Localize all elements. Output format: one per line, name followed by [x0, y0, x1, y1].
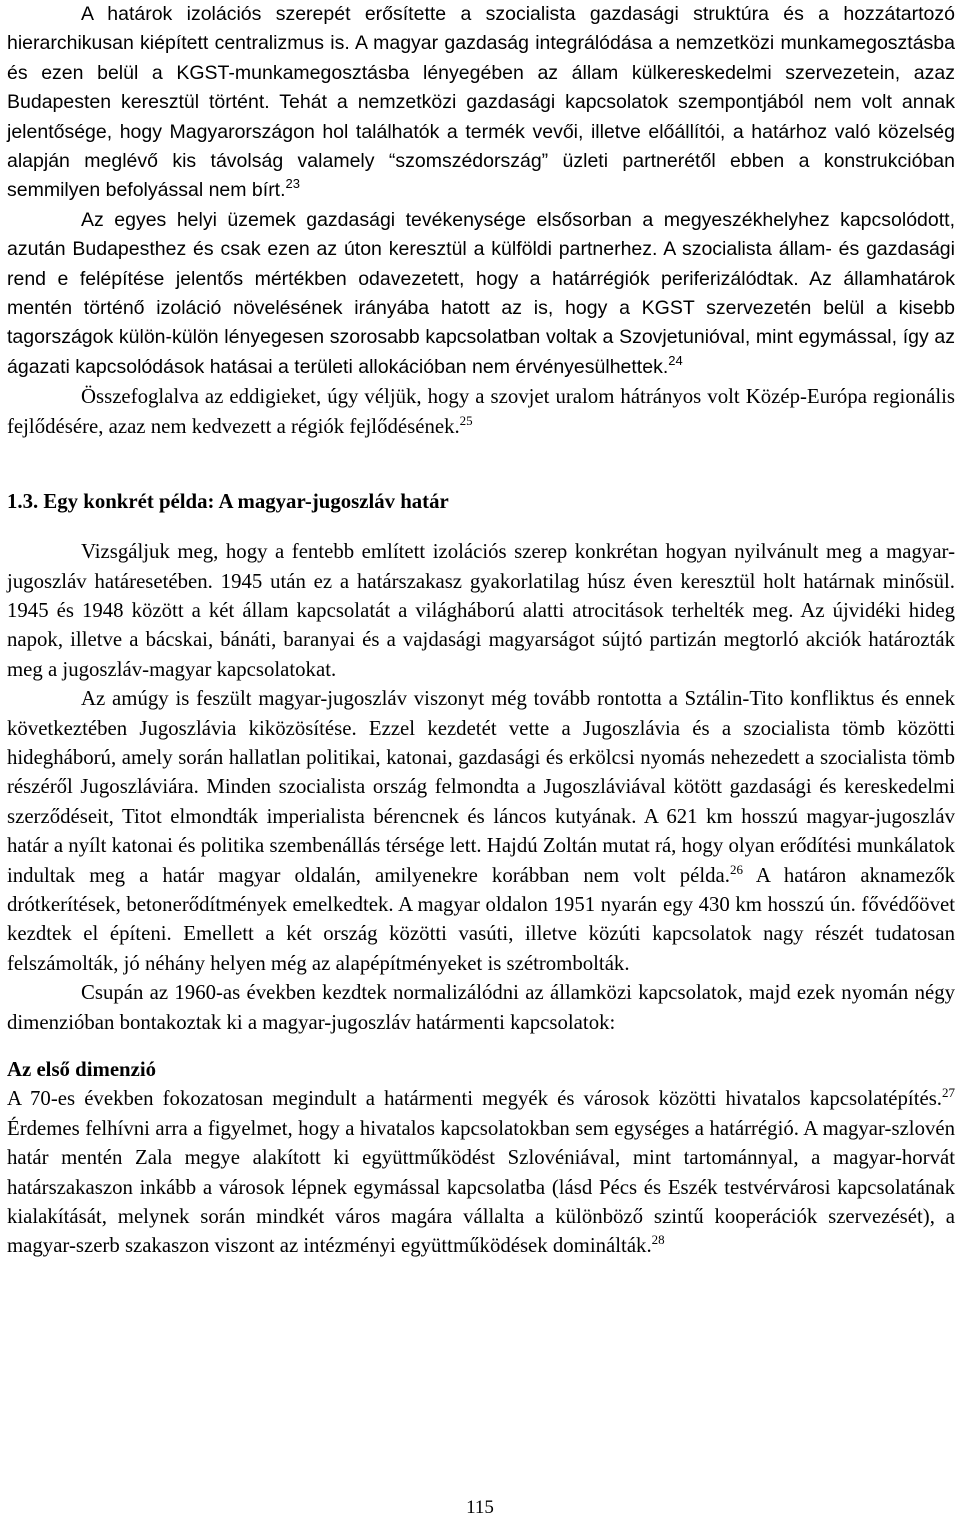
- subheading-elso-dimenzio: Az első dimenzió: [7, 1058, 157, 1081]
- paragraph-vizsgaljuk: [7, 537, 955, 684]
- footnote-ref-23[interactable]: 23: [285, 176, 300, 192]
- paragraph-izolacio: [7, 0, 955, 206]
- section-heading: 1.3. Egy konkrét példa: A magyar-jugoszláv határ: [7, 490, 449, 514]
- paragraph-text: Csupán az 1960-as években kezdtek normalizálódni az államközi kapcsolatok, majd ezek nyomán négy dimenzióban bontakoztak ki a magyar-jugoszláv határmenti kapcsolatok:: [7, 981, 955, 1034]
- paragraph-helyi-uzemek: [7, 206, 955, 382]
- footnote-ref-27[interactable]: 27: [942, 1085, 955, 1101]
- footnote-ref-25[interactable]: 25: [459, 412, 473, 428]
- paragraph-text: Az egyes helyi üzemek gazdasági tevékenysége elsősorban a megyeszékhelyhez kapcsolódott, azután Budapesthez és csak ezen az úton keresztül a külföldi partnerhez. A szocialista állam- és gazdasági rend e felépítése jelentős mértékben odavezetett, hogy a határrégiók periferizálódtak. Az államhatárok mentén történő izoláció növelésének irányába hatott az is, hogy a KGST szervezetén belül a kisebb tagországok külön-külön lényegesen szorosabb kapcsolatban voltak a Szovjetunióval, mint egymással, így az ágazati kapcsolódások hatásai a területi allokációban nem érvényesülhettek.: [7, 208, 955, 378]
- footnote-ref-26[interactable]: 26: [729, 861, 743, 877]
- paragraph-elso-dimenzio: [7, 1084, 955, 1260]
- paragraph-text: Összefoglalva az eddigieket, úgy véljük, hogy a szovjet uralom hátrányos volt Közép-Európa regionális fejlődésére, azaz nem kedvezett a régiók fejlődésének.: [7, 385, 955, 438]
- paragraph-text: Az amúgy is feszült magyar-jugoszláv viszonyt még tovább rontotta a Sztálin-Tito konfliktus és ennek következtében Jugoszlávia kiközösítése. Ezzel kezdetét vette a Jugoszlávia és a szocialista tömb közötti hidegháború, amely során hallatlan politikai, katonai, gazdasági és erkölcsi nyomás nehezedett a szocialista tömb részéről Jugoszláviára. Minden szocialista ország felmondta a Jugoszláviával kötött gazdasági és kereskedelmi szerződéseit, Titot elmondták imperialista bérencnek és láncos kutyának. A 621 km hosszú magyar-jugoszláv határ a nyílt katonai és politika szembenállás térsége lett. Hajdú Zoltán mutat rá, hogy olyan erődítési munkálatok indultak meg a határ magyar oldalán, amilyenekre korábban nem volt példa.: [7, 687, 955, 887]
- paragraph-amugy: [7, 684, 955, 978]
- paragraph-text: Érdemes felhívni arra a figyelmet, hogy a hivatalos kapcsolatokban sem egységes a határrégió. A magyar-szlovén határ mentén Zala megye alakított ki együttműködést Szlovéniával, mint tartománnyal, a magyar-horvát határszakaszon inkább a városok lépnek egymással kapcsolatba (lásd Pécs és Eszék testvérvárosi kapcsolatának kialakítását, melynek során mindkét város magára vállalta a különböző szintű kooperációk szervezését), a magyar-szerb szakaszon viszont az intézményi együttműködések dominálták.: [7, 1116, 955, 1258]
- paragraph-text: Vizsgáljuk meg, hogy a fentebb említett izolációs szerep konkrétan hogyan nyilvánult meg a magyar-jugoszláv határesetében. 1945 után ez a határszakasz gyakorlatilag húsz éven keresztül holt határnak minősül. 1945 és 1948 között a két állam kapcsolatát a világháború alatti atrocitások terhelték meg. Az újvidéki hideg napok, illetve a bácskai, bánáti, baranyai és a vajdasági magyarságot sújtó partizán megtorló akciók határozták meg a jugoszláv-magyar kapcsolatokat.: [7, 540, 955, 681]
- footnote-ref-28[interactable]: 28: [651, 1232, 665, 1248]
- paragraph-text: A 70-es években fokozatosan megindult a határmenti megyék és városok közötti hivatalos kapcsolatépítés.: [7, 1087, 942, 1111]
- paragraph-text: A határok izolációs szerepét erősítette a szocialista gazdasági struktúra és a hozzátartozó hierarchikusan kiépített centralizmus is. A magyar gazdaság integrálódása a nemzetközi munkamegosztásba és ezen belül a KGST-munkamegosztásba lényegében az állam külkereskedelmi szervezetein, azaz Budapesten keresztül történt. Tehát a nemzetközi gazdasági kapcsolatok szempontjából nem volt annak jelentősége, hogy Magyarországon hol találhatók a termék vevői, illetve előállítói, a határhoz való közelség alapján meglévő kis távolság valamely “szomszédország” üzleti partnerétől ebben a konstrukcióban semmilyen befolyással nem bírt.: [7, 3, 955, 202]
- document-page: [7, 0, 955, 1261]
- paragraph-osszefoglalva: [7, 382, 955, 441]
- paragraph-text: A határon aknamezők drótkerítések, betonerődítmények emelkedtek. A magyar oldalon 1951 nyarán egy 430 km hosszú ún. fővédőövet kezdtek el építeni. Emellett a két ország közötti vasúti, illetve közúti kapcsolatok nagy részét tudatosan felszámolták, jó néhány helyen még az alapépítményeket is szétrombolták.: [7, 863, 956, 975]
- page-number: 115: [466, 1497, 494, 1518]
- footnote-ref-24[interactable]: 24: [668, 352, 683, 368]
- paragraph-csupan: [7, 978, 955, 1037]
